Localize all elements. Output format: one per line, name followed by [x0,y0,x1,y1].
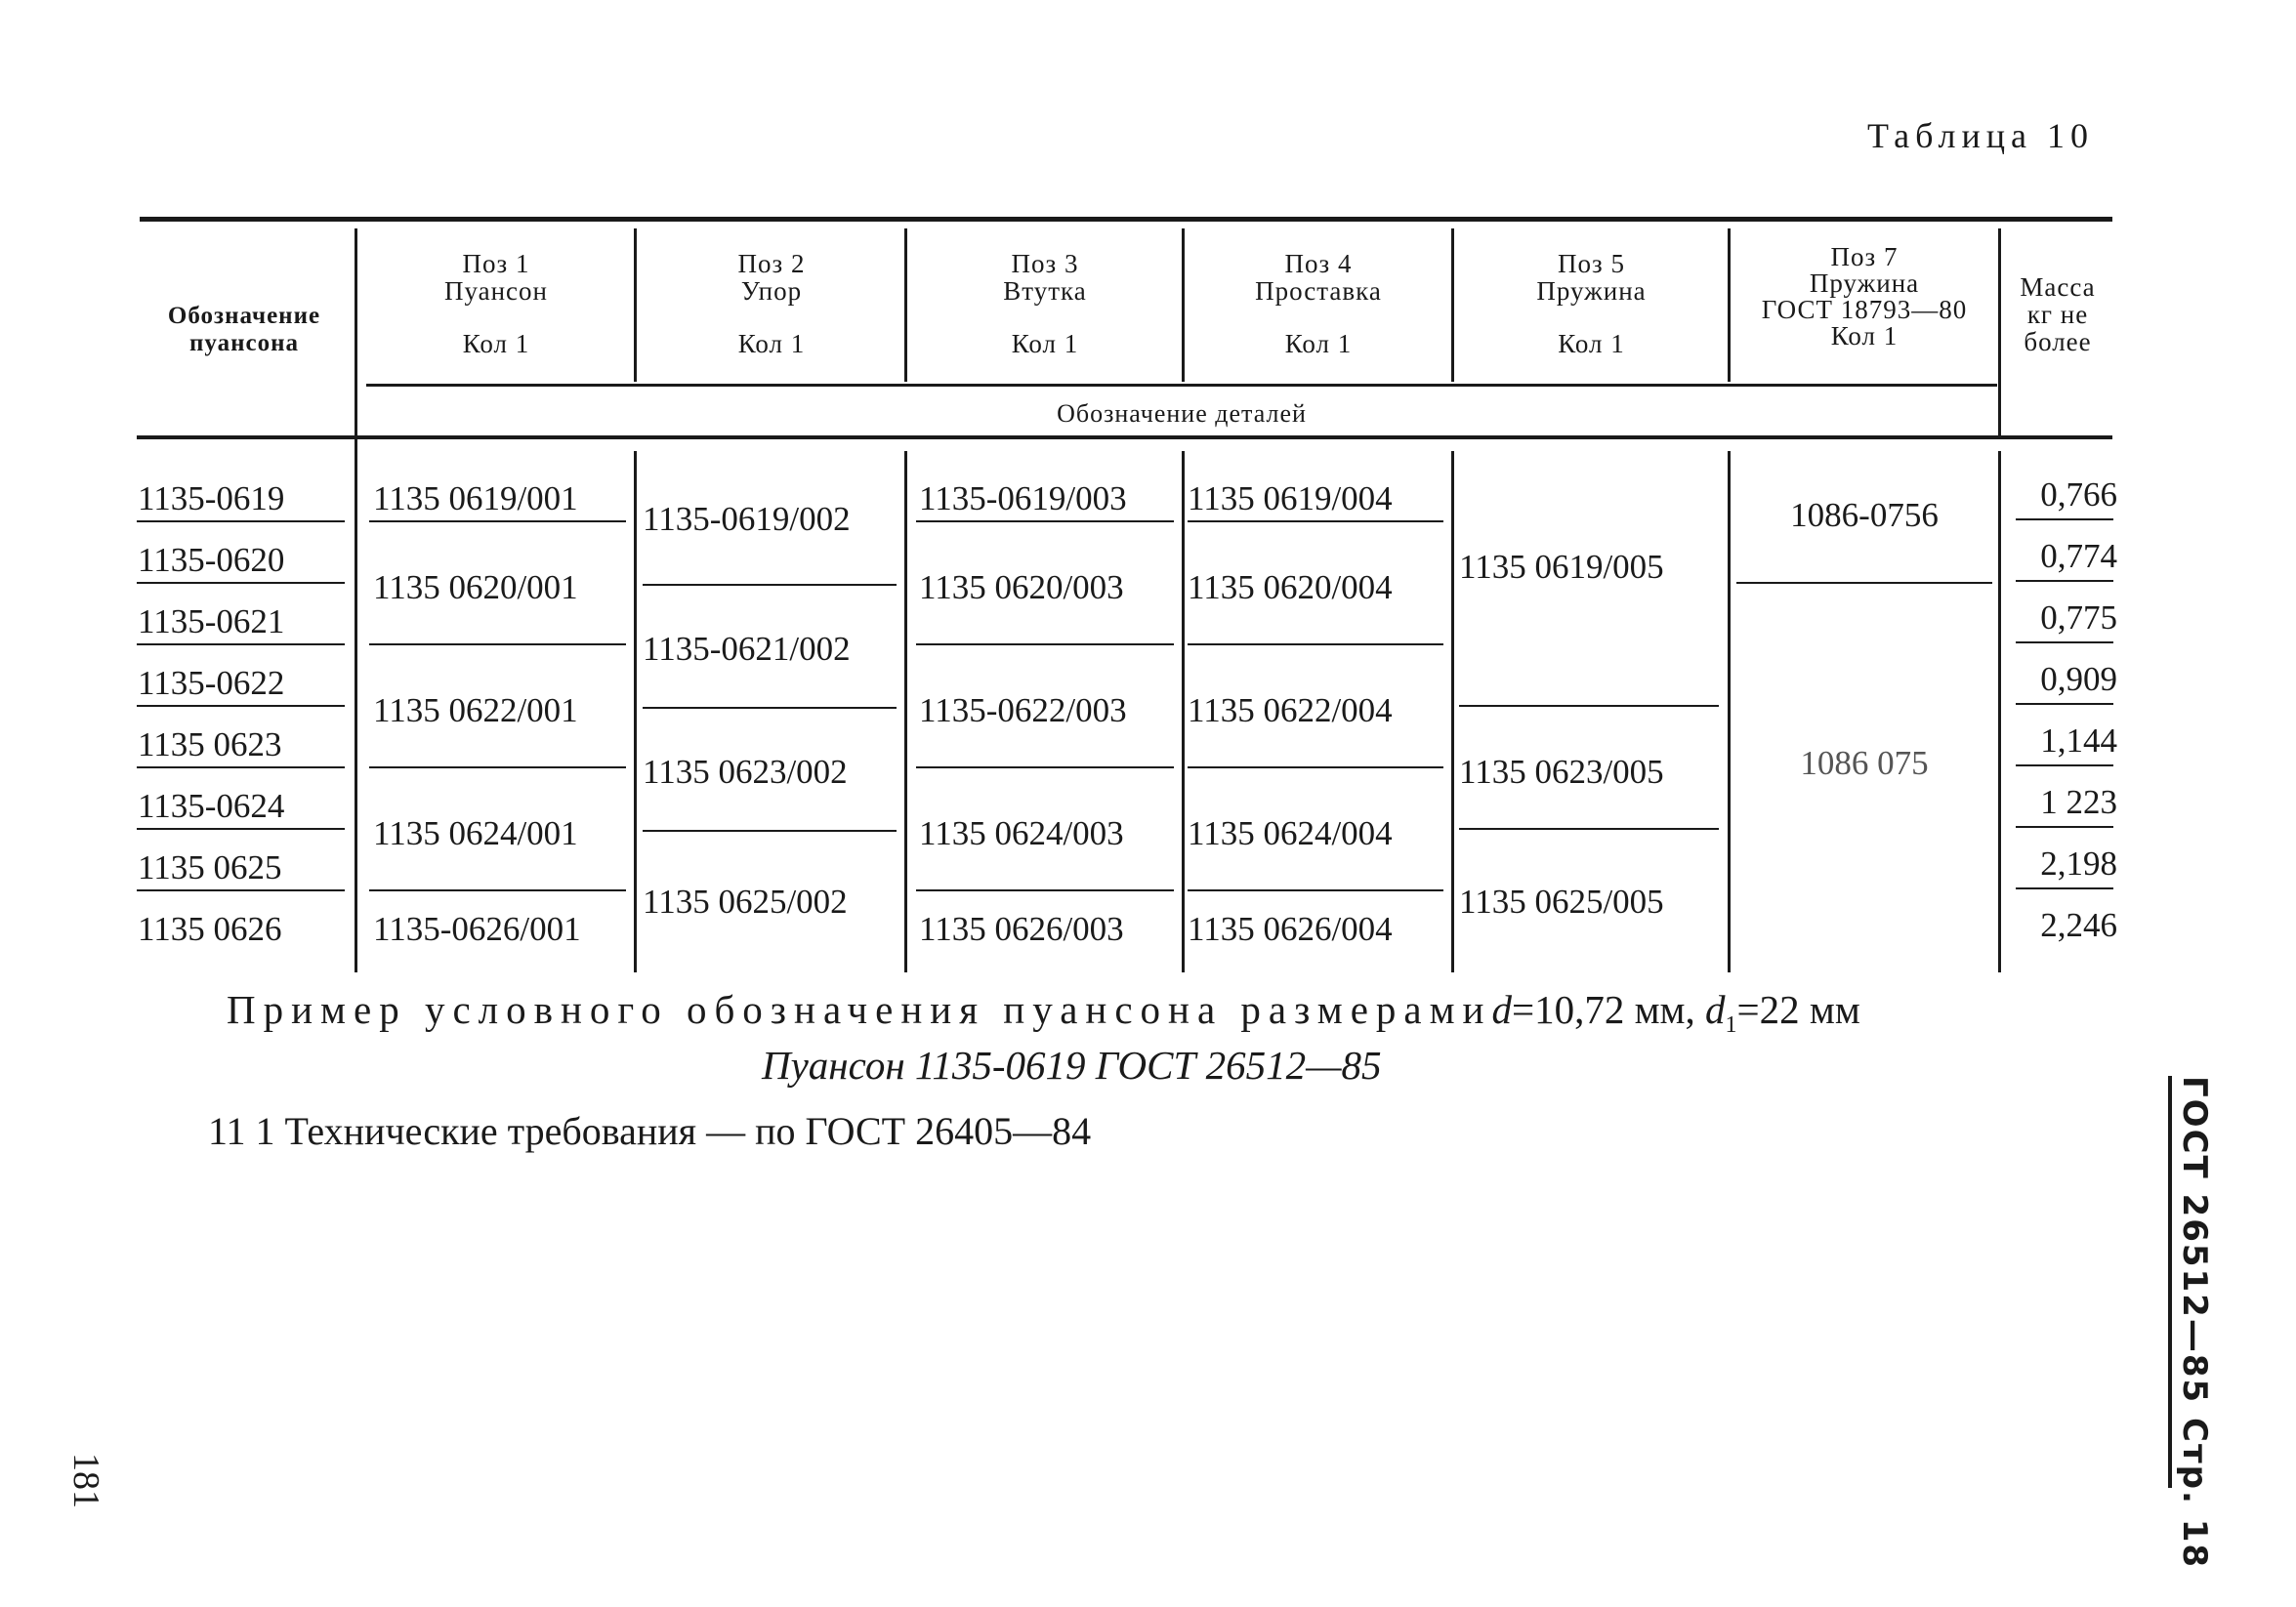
pos5-divider [1459,828,1719,830]
mass-divider [2016,826,2113,828]
col-line-2b [634,451,637,972]
pos5-cell: 1135 0623/005 [1459,753,1664,791]
pos1-divider [369,643,626,645]
pos4-divider [1188,643,1443,645]
designation-divider [137,828,345,830]
pos2-divider [643,830,897,832]
pos2-cell: 1135-0621/002 [643,630,851,668]
col-line-6 [1728,228,1731,382]
mass-cell: 0,774 [2040,537,2117,575]
designation-cell: 1135 0626 [138,910,282,948]
col-line-4b [1182,451,1185,972]
pos4-cell: 1135 0622/004 [1188,691,1393,729]
header-pos4: Поз 4 Проставка Кол 1 [1255,249,1382,358]
mass-cell: 0,909 [2040,660,2117,698]
pos1-cell: 1135 0620/001 [373,568,578,606]
designation-divider [137,643,345,645]
pos3-divider [916,766,1174,768]
pos3-divider [916,520,1174,522]
pos2-divider [643,707,897,709]
header-pos1: Поз 1 Пуансон Кол 1 [443,249,548,358]
mass-divider [2016,580,2113,582]
designation-divider [137,705,345,707]
pos7-cell: 1086-0756 [1790,496,1939,534]
pos2-cell: 1135-0619/002 [643,500,851,538]
pos3-cell: 1135 0624/003 [919,814,1124,852]
pos5-cell: 1135 0625/005 [1459,883,1664,921]
header-mass: Масса кг не более [2020,272,2096,356]
technical-requirements: 11 1 Технические требования — по ГОСТ 26405—84 [208,1109,1092,1153]
side-label-rule [2168,1076,2172,1488]
pos1-cell: 1135 0622/001 [373,691,578,729]
mass-divider [2016,764,2113,766]
pos4-divider [1188,766,1443,768]
col-line-2 [634,228,637,382]
col-line-7b [1998,451,2001,972]
col-line-1 [355,228,357,972]
table-caption: Таблица 10 [1867,116,2094,155]
pos2-cell: 1135 0623/002 [643,753,848,791]
mass-divider [2016,887,2113,889]
mass-cell: 2,246 [2040,906,2117,944]
pos7-divider [1736,582,1992,584]
designation-cell: 1135-0624 [138,787,285,825]
pos3-divider [916,889,1174,891]
pos3-cell: 1135 0626/003 [919,910,1124,948]
header-pos5: Поз 5 Пружина Кол 1 [1536,249,1647,358]
col-line-5 [1451,228,1454,382]
designation-cell: 1135-0621 [138,602,285,640]
table-top-border [140,217,2112,222]
d1-subscript: 1 [1725,1012,1737,1039]
pos5-divider [1459,705,1719,707]
col-line-4 [1182,228,1185,382]
example-designation: Пуансон 1135-0619 ГОСТ 26512—85 [762,1043,1382,1088]
designation-divider [137,766,345,768]
pos4-cell: 1135 0620/004 [1188,568,1393,606]
designation-divider [137,889,345,891]
example-line [227,986,1860,1039]
mass-cell: 0,775 [2040,598,2117,637]
designation-cell: 1135 0623 [138,725,282,763]
header-designation: Обозначение пуансона [167,303,321,356]
header-pos7: Поз 7 Пружина ГОСТ 18793—80 Кол 1 [1761,242,1968,350]
mass-divider [2016,703,2113,705]
col-line-7 [1998,228,2001,435]
d-symbol: d [1491,987,1512,1032]
designation-divider [137,520,345,522]
side-label: ГОСТ 26512—85 Стр. 18 [2175,1076,2214,1570]
designation-cell: 1135-0620 [138,541,285,579]
pos2-cell: 1135 0625/002 [643,883,848,921]
pos3-divider [916,643,1174,645]
header-parts-designation: Обозначение деталей [1057,399,1307,428]
mass-cell: 1 223 [2040,783,2117,821]
pos1-cell: 1135 0624/001 [373,814,578,852]
pos5-cell: 1135 0619/005 [1459,548,1664,586]
d-value: =10,72 мм, [1511,987,1695,1032]
designation-cell: 1135-0619 [138,479,285,517]
mass-cell: 1,144 [2040,721,2117,760]
page-number: 181 [65,1453,106,1508]
pos1-cell: 1135-0626/001 [373,910,581,948]
example-lead: Пример условного обозначения пуансона размерами [227,987,1492,1032]
pos4-divider [1188,889,1443,891]
pos1-divider [369,520,626,522]
pos2-divider [643,584,897,586]
pos3-cell: 1135-0619/003 [919,479,1127,517]
d1-symbol: d [1705,987,1726,1032]
d1-value: =22 мм [1736,987,1860,1032]
pos1-divider [369,766,626,768]
designation-cell: 1135 0625 [138,848,282,886]
mass-cell: 0,766 [2040,475,2117,514]
pos4-cell: 1135 0626/004 [1188,910,1393,948]
col-line-6b [1728,451,1731,972]
col-line-5b [1451,451,1454,972]
pos4-cell: 1135 0624/004 [1188,814,1393,852]
col-line-3b [904,451,907,972]
mass-divider [2016,641,2113,643]
pos4-divider [1188,520,1443,522]
parts-header-separator [366,384,1997,387]
col-line-3 [904,228,907,382]
header-pos2: Поз 2 Упор Кол 1 [737,249,806,358]
designation-cell: 1135-0622 [138,664,285,702]
pos1-divider [369,889,626,891]
pos3-cell: 1135-0622/003 [919,691,1127,729]
pos3-cell: 1135 0620/003 [919,568,1124,606]
header-bottom-border [137,435,2112,439]
pos4-cell: 1135 0619/004 [1188,479,1393,517]
mass-cell: 2,198 [2040,845,2117,883]
designation-divider [137,582,345,584]
mass-divider [2016,518,2113,520]
header-pos3: Поз 3 Втутка Кол 1 [1003,249,1087,358]
pos1-cell: 1135 0619/001 [373,479,578,517]
pos7-cell: 1086 075 [1800,744,1929,782]
